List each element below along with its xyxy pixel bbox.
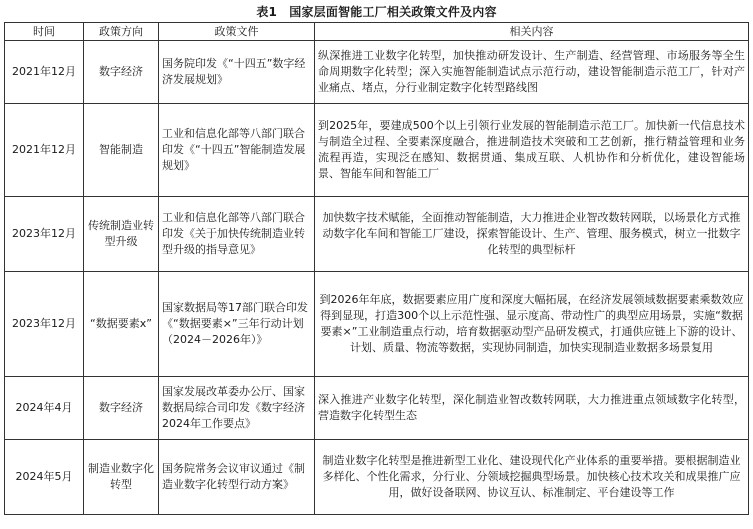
cell-content: 制造业数字化转型是推进新型工业化、建设现代化产业体系的重要举措。要根据制造业多样化、个性化需求，分行业、分领域挖掘典型场景。加快核心技术攻关和成果推广应用，做好设备联网、协议互认、标准制定、平台建设等工作: [315, 440, 749, 515]
cell-time: 2021年12月: [5, 104, 84, 197]
policy-table: [4, 22, 749, 515]
cell-content: 到2026年年底，数据要素应用广度和深度大幅拓展，在经济发展领域数据要素乘数效应得到显现，打造300个以上示范性强、显示度高、带动性广的典型应用场景，实施“数据要素×”工业制造重点行动，培育数据驱动型产品研发模式，打通供应链上下游的设计、计划、质量、物流等数据，实现协同制造，加快实现制造业数据多场景复用: [315, 272, 749, 377]
header-content: 相关内容: [315, 23, 749, 41]
cell-document: 工业和信息化部等八部门联合印发《“十四五”智能制造发展规划》: [159, 104, 315, 197]
cell-document: 国家数据局等17部门联合印发《“数据要素×”三年行动计划（2024－2026年）》: [159, 272, 315, 377]
cell-content: 深入推进产业数字化转型，深化制造业智改数转网联，大力推进重点领域数字化转型，营造数字化转型生态: [315, 377, 749, 440]
table-row: [5, 377, 749, 440]
cell-direction: “数据要素x”: [84, 272, 159, 377]
cell-direction: 智能制造: [84, 104, 159, 197]
cell-time: 2021年12月: [5, 41, 84, 104]
cell-content: 纵深推进工业数字化转型，加快推动研发设计、生产制造、经营管理、市场服务等全生命周期数字化转型；深入实施智能制造试点示范行动，建设智能制造示范工厂，针对产业痛点、堵点，分行业制定数字化转型路线图: [315, 41, 749, 104]
cell-time: 2023年12月: [5, 272, 84, 377]
table-row: [5, 272, 749, 377]
cell-time: 2024年4月: [5, 377, 84, 440]
header-time: 时间: [5, 23, 84, 41]
table-row: [5, 440, 749, 515]
cell-document: 国务院印发《“十四五”数字经济发展规划》: [159, 41, 315, 104]
header-document: 政策文件: [159, 23, 315, 41]
cell-direction: 数字经济: [84, 377, 159, 440]
cell-document: 国家发展改革委办公厅、国家数据局综合司印发《数字经济2024年工作要点》: [159, 377, 315, 440]
cell-time: 2023年12月: [5, 197, 84, 272]
table-caption: 表1 国家层面智能工厂相关政策文件及内容: [256, 5, 497, 19]
cell-document: 工业和信息化部等八部门联合印发《关于加快传统制造业转型升级的指导意见》: [159, 197, 315, 272]
cell-content: 加快数字技术赋能，全面推动智能制造，大力推进企业智改数转网联，以场景化方式推动数字化车间和智能工厂建设，探索智能设计、生产、管理、服务模式，树立一批数字化转型的典型标杆: [315, 197, 749, 272]
cell-direction: 传统制造业转型升级: [84, 197, 159, 272]
table-header-row: [5, 23, 749, 41]
cell-direction: 制造业数字化转型: [84, 440, 159, 515]
cell-content: 到2025年，要建成500个以上引领行业发展的智能制造示范工厂。加快新一代信息技术与制造全过程、全要素深度融合，推进制造技术突破和工艺创新，推行精益管理和业务流程再造，实现泛在感知、数据贯通、集成互联、人机协作和分析优化，建设智能场景、智能车间和智能工厂: [315, 104, 749, 197]
cell-document: 国务院常务会议审议通过《制造业数字化转型行动方案》: [159, 440, 315, 515]
header-direction: 政策方向: [84, 23, 159, 41]
cell-direction: 数字经济: [84, 41, 159, 104]
cell-time: 2024年5月: [5, 440, 84, 515]
table-row: [5, 104, 749, 197]
table-row: [5, 41, 749, 104]
table-row: [5, 197, 749, 272]
